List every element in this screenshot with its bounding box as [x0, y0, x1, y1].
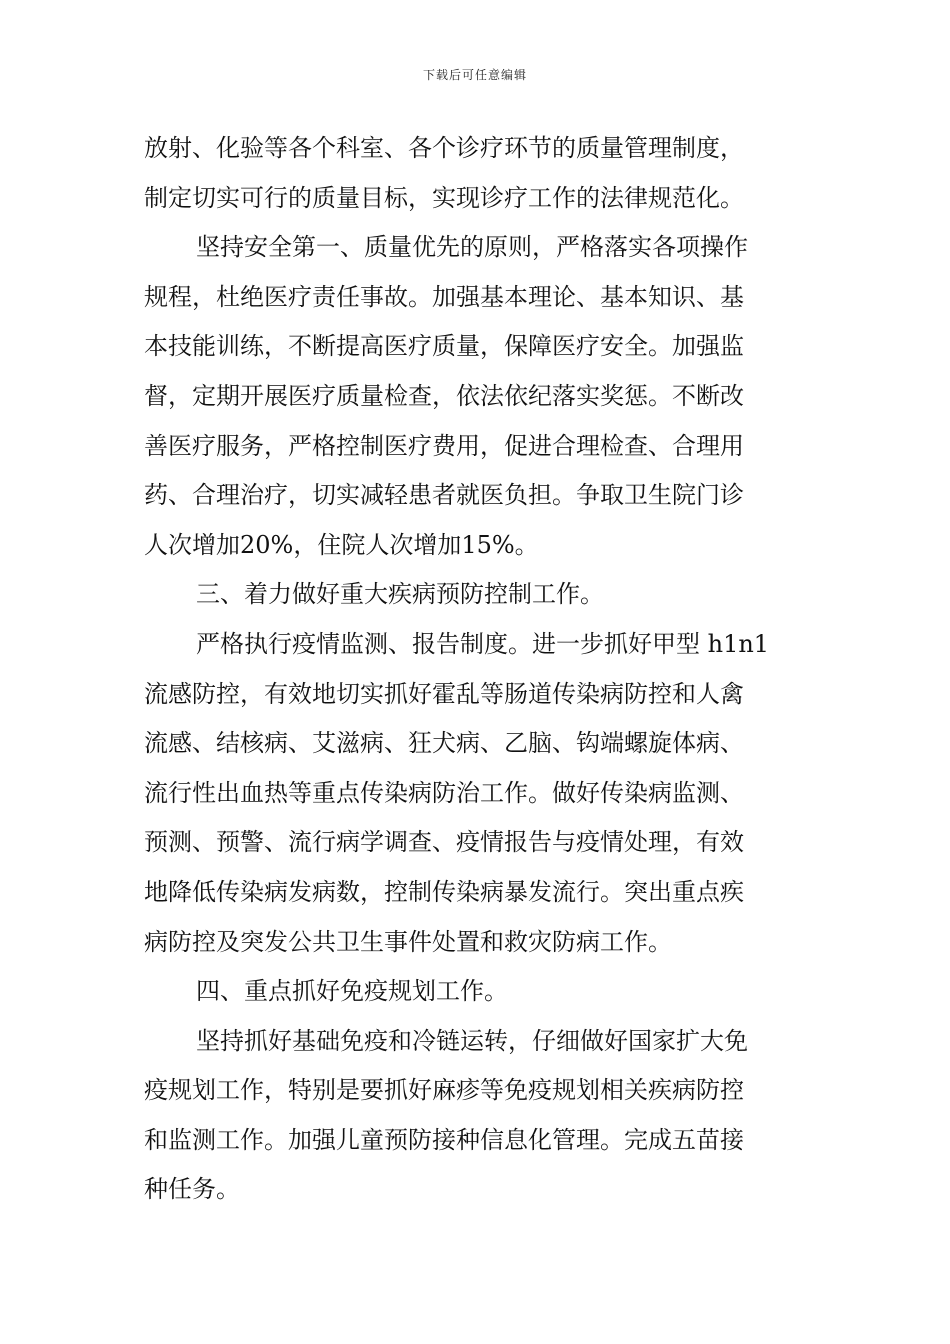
text-line: 流感、结核病、艾滋病、狂犬病、乙脑、钩端螺旋体病、 [144, 729, 744, 758]
text-line: 流行性出血热等重点传染病防治工作。做好传染病监测、 [144, 778, 744, 807]
text-line: 地降低传染病发病数，控制传染病暴发流行。突出重点疾 [144, 877, 744, 906]
text-line: 药、合理治疗，切实减轻患者就医负担。争取卫生院门诊 [144, 481, 744, 510]
text-line: 病防控及突发公共卫生事件处置和救灾防病工作。 [144, 927, 672, 956]
text-line: 放射、化验等各个科室、各个诊疗环节的质量管理制度， [144, 134, 744, 162]
paragraph-start-line: 严格执行疫情监测、报告制度。进一步抓好甲型 h1n1 [196, 629, 770, 658]
text-line: 督，定期开展医疗质量检查，依法依纪落实奖惩。不断改 [144, 381, 744, 410]
page-header: 下载后可任意编辑 [422, 68, 527, 82]
text-line: 人次增加20%，住院人次增加15%。 [144, 530, 539, 559]
text-line: 本技能训练，不断提高医疗质量，保障医疗安全。加强监 [144, 332, 744, 361]
text-line: 制定切实可行的质量目标，实现诊疗工作的法律规范化。 [144, 183, 744, 212]
paragraph-start-line: 坚持安全第一、质量优先的原则，严格落实各项操作 [196, 233, 748, 262]
document-body [144, 124, 808, 1215]
text-line: 善医疗服务，严格控制医疗费用，促进合理检查、合理用 [144, 431, 744, 460]
section-heading: 三、着力做好重大疾病预防控制工作。 [196, 580, 604, 609]
text-line: 流感防控，有效地切实抓好霍乱等肠道传染病防控和人禽 [144, 679, 744, 708]
text-line: 种任务。 [144, 1175, 240, 1204]
text-line: 和监测工作。加强儿童预防接种信息化管理。完成五苗接 [144, 1125, 744, 1154]
text-line: 疫规划工作，特别是要抓好麻疹等免疫规划相关疾病防控 [144, 1076, 744, 1105]
text-line: 规程，杜绝医疗责任事故。加强基本理论、基本知识、基 [144, 282, 744, 311]
paragraph-start-line: 坚持抓好基础免疫和冷链运转，仔细做好国家扩大免 [196, 1026, 748, 1055]
section-heading: 四、重点抓好免疫规划工作。 [196, 977, 508, 1006]
text-line: 预测、预警、流行病学调查、疫情报告与疫情处理，有效 [144, 828, 744, 857]
